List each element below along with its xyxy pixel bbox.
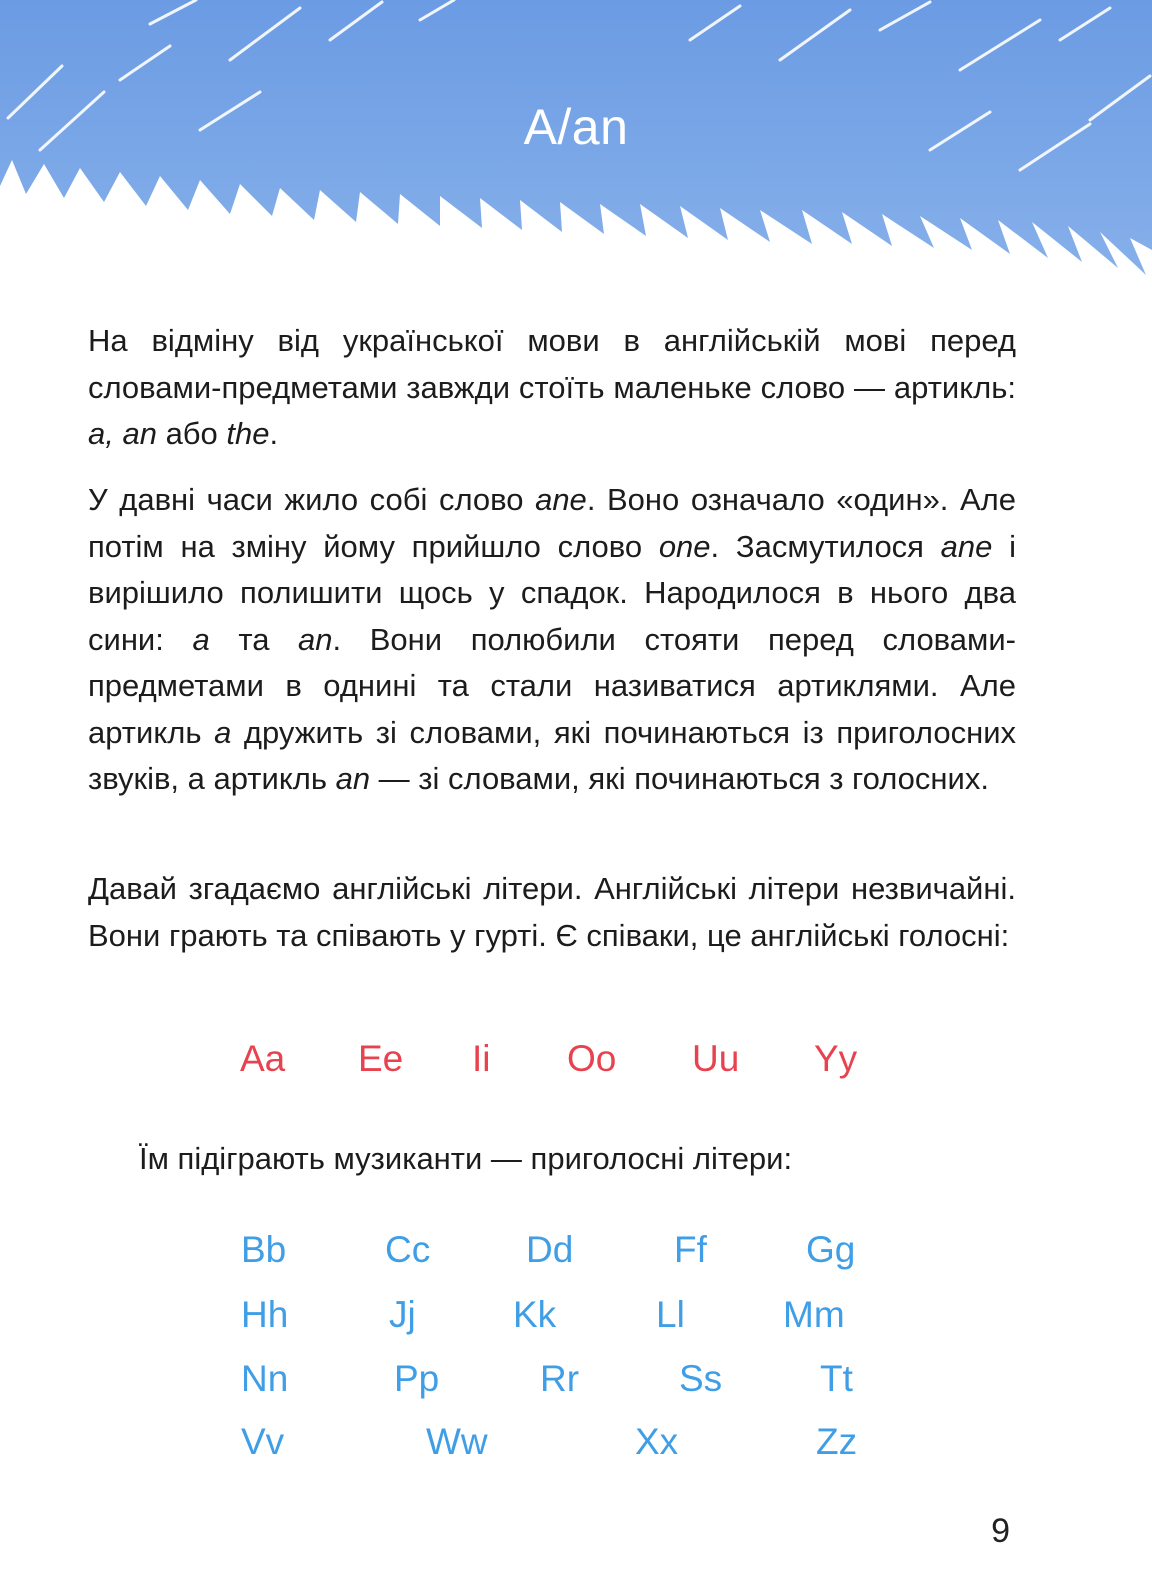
para2-i6: a — [214, 714, 232, 750]
consonant-letter: Dd — [526, 1229, 574, 1270]
vowel-letter: Aa — [240, 1038, 286, 1079]
consonant-letter: Kk — [513, 1294, 557, 1335]
paragraph-intro — [88, 318, 1016, 458]
paragraph-letters: Давай згадаємо англійські літери. Англійські літери незвичайні. Вони грають та співають у гурті. Є співаки, це англійські голосні: — [88, 871, 1016, 953]
para2-t4: і вирішило полишити щось у спадок. Народилося в нього два сини: — [88, 528, 1016, 657]
consonant-letter: Cc — [385, 1229, 431, 1270]
consonant-letter: Vv — [241, 1421, 285, 1462]
page-number: 9 — [991, 1512, 1010, 1550]
vowel-letter: Oo — [567, 1038, 617, 1079]
consonant-letter: Hh — [241, 1294, 289, 1335]
para2-i1: ane — [535, 482, 587, 517]
consonant-letter: Mm — [783, 1294, 845, 1335]
para2-t6: . Вони полюбили стояти перед словами-предметами в однині та стали називатися артиклями. Але артикль — [88, 621, 1016, 750]
para2-i7: an — [335, 761, 371, 796]
consonant-letter: Bb — [241, 1229, 287, 1270]
consonant-letter: Tt — [820, 1358, 853, 1399]
consonant-letter: Nn — [241, 1358, 289, 1399]
consonant-letter: Ff — [674, 1229, 707, 1270]
consonants-intro: Їм підіграють музиканти — приголосні літери: — [139, 1141, 793, 1176]
para1-end: . — [269, 416, 279, 451]
para1-italic-articles: a, an — [88, 416, 157, 451]
para2-t8: — зі словами, які починаються з голосних. — [370, 761, 989, 796]
paragraph-story — [88, 477, 1016, 803]
para2-i4: a — [192, 621, 210, 657]
consonant-letter: Rr — [540, 1358, 580, 1399]
para2-t2: . Воно означало «один». Але потім на зміну йому прийшло слово — [88, 482, 1016, 564]
consonant-letter: Pp — [394, 1358, 440, 1399]
consonant-letter: Xx — [635, 1421, 679, 1462]
para1-italic-the: the — [226, 416, 270, 451]
para1-mid: або — [156, 416, 227, 451]
para2-i2: one — [658, 528, 711, 564]
vowel-letter: Yy — [814, 1038, 858, 1079]
para2-t1: У давні часи жило собі слово — [88, 482, 536, 517]
consonant-letter: Gg — [806, 1229, 856, 1270]
para2-i3: ane — [940, 528, 993, 564]
para2-t3: . Засмутилося — [710, 528, 941, 564]
consonant-letter: Ww — [426, 1421, 488, 1462]
vowel-letter: Ee — [358, 1038, 404, 1079]
para2-i5: an — [298, 621, 333, 657]
consonant-letter: Jj — [389, 1294, 416, 1335]
consonant-letter: Zz — [816, 1421, 858, 1462]
vowel-letter: Uu — [692, 1038, 740, 1079]
para2-t7: дружить зі словами, які починаються із приголосних звуків, а артикль — [88, 714, 1017, 796]
para1-text: На відміну від української мови в англійській мові перед словами-предметами завжди стоїть маленьке слово — артикль: — [88, 323, 1016, 405]
vowel-letter: Ii — [472, 1038, 491, 1079]
para2-t5: та — [209, 621, 299, 657]
page-title: A/an — [523, 99, 629, 155]
consonant-letter: Ll — [656, 1294, 685, 1335]
consonant-letter: Ss — [679, 1358, 723, 1399]
